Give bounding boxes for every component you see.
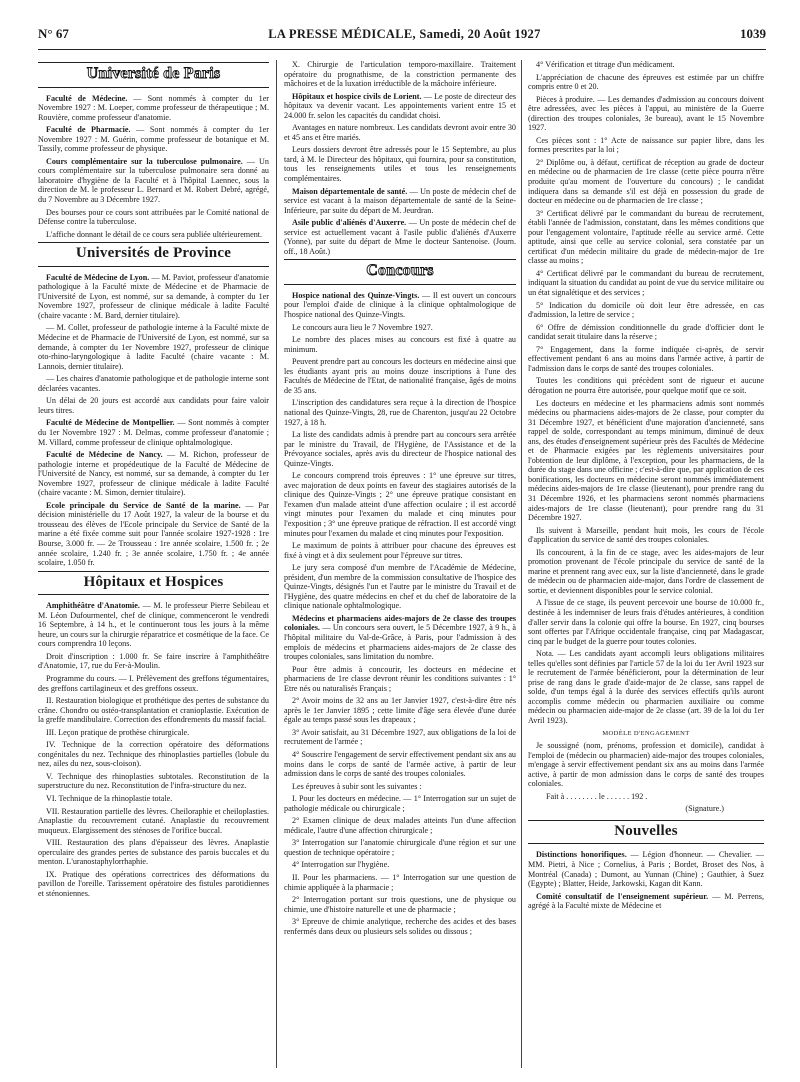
paragraph: Faculté de Médecine de Montpellier. — Sont nommés à compter du 1er Novembre 1927 : M. Delmas, comme professeur d'anatomie ; M. Villard, comme professeur de clinique ophtalmologique. — [38, 418, 269, 447]
paragraph: — M. Collet, professeur de pathologie interne à la Faculté mixte de Médecine et de Pharmacie de l'Université de Lyon, est nommé, sur sa demande, à compter du 1er Novembre 1927, professeur de clinique oto-rhino-laryngologique à ladite Faculté (chaire vacante : M. Lannois, dernier titulaire). — [38, 323, 269, 371]
paragraph: X. Chirurgie de l'articulation temporo-maxillaire. Traitement opératoire du prognathisme, de la constriction permanente des mâchoires et de la luxation irréductible de la mâchoire inférieure. — [284, 60, 516, 89]
paragraph: Ces pièces sont : 1° Acte de naissance sur papier libre, dans les formes prescrites par la loi ; — [528, 135, 764, 155]
paragraph: Leurs dossiers devront être adressés pour le 15 Septembre, au plus tard, à M. le Directeur des hôpitaux, qui fournira, pour sa constitution, tous les renseignements utiles et tous les renseignements complémentaires. — [284, 145, 516, 184]
paragraph: 5° Indication du domicile où doit leur être adressée, en cas d'admission, la lettre de service ; — [528, 300, 764, 320]
paragraph: 3° Certificat délivré par le commandant du bureau de recrutement, établi l'année de l'admission, constatant, dans les mêmes conditions que pour l'engagement volontaire, l'aptitude réelle au service armé. Cette aptitude, ainsi que celle au service colonial, sera constatée par un certificat d'un médecin militaire du grade de médecin-major de 1re classe au moins ; — [528, 208, 764, 266]
paragraph: III. Leçon pratique de prothèse chirurgicale. — [46, 727, 190, 737]
paragraph: Programme du cours. — I. Prélèvement des greffons tégumentaires, des greffons cartilagineux et des greffons osseux. — [38, 673, 269, 693]
paragraph: Je soussigné (nom, prénoms, profession et domicile), candidat à l'emploi de (médecin ou pharmacien) aide-major des troupes coloniales, m'engage à servir effectivement pendant six ans au moins dans l'armée active, à partir de mon admission dans le corps de santé des troupes coloniales. — [528, 741, 764, 789]
paragraph: Médecins et pharmaciens aides-majors de 2e classe des troupes coloniales. — Un concours sera ouvert, le 5 Décembre 1927, à 9 h., à l'hôpital militaire du Val-de-Grâce, à Paris, pour l'admission à des emplois de médecins et pharmaciens aides-majors de 2e classe des troupes coloniales, sans limitation du nombre. — [284, 613, 516, 662]
paragraph: L'affiche donnant le détail de ce cours sera publiée ultérieurement. — [46, 229, 263, 239]
paragraph: Maison départementale de santé. — Un poste de médecin chef de service est vacant à la maison départementale de santé de la Seine-Inférieure, par suite du départ de M. Jeurdran. — [284, 186, 516, 215]
paragraph: IX. Pratique des opérations correctrices des déformations du pavillon de l'oreille. Tarissement opératoire des fistules parotidiennes et sténoniennes. — [38, 869, 269, 898]
paragraph: 2° Examen clinique de deux malades atteints l'un d'une affection médicale, l'autre d'une affection chirurgicale ; — [284, 816, 516, 835]
paragraph: Nota. — Les candidats ayant accompli leurs obligations militaires telles qu'elles sont définies par l'article 57 de la loi du 1er Avril 1923 sur le recrutement de l'armée bénéficieront, pour la détermination de leur prise de rang dans le grade d'aide-major de 2e classe, sans rappel de solde, d'un temps égal à la durée des services effectifs qu'ils auront accomplis comme médecin ou pharmacien auxiliaire ou comme médecin ou pharmacien aide-major de 2e classe (art. 39 de la loi du 1er Avril 1923). — [528, 649, 764, 725]
paragraph: 2° Diplôme ou, à défaut, certificat de réception au grade de docteur en médecine ou de pharmacien de 1re classe (cette pièce pourra n'être produite qu'au moment de l'ouverture du concours) ; le candidat indiquera dans sa demande s'il est déjà en possession du grade de docteur en médecine ou de pharmacien de 1re classe ; — [528, 157, 764, 206]
section-header — [284, 259, 516, 285]
paragraph: V. Technique des rhinoplasties subtotales. Reconstitution de la superstructure du nez. Reconstitution de l'infra-structure du nez. — [38, 771, 269, 791]
column-rule — [276, 60, 277, 1068]
paragraph: II. Restauration biologique et prothétique des pertes de substance du crâne. Chondro ou ostéo-transplantation et cranioplastie. Exécution de la greffe mandibulaire. Correction des effondrements du massif facial. — [38, 696, 269, 725]
paragraph: La liste des candidats admis à prendre part au concours sera arrêtée par le ministre du Travail, de l'Hygiène, de l'Assistance et de la Prévoyance sociales, après avis du directeur de l'hospice national des Quinze-Vingts. — [284, 430, 516, 468]
paragraph: Distinctions honorifiques. — Légion d'honneur. — Chevalier. — MM. Pietri, à Nice ; Cornelius, à Paris ; Bordet, Broset des Nos, à Montréal (Canada) ; Dumont, au Yunnan (Chine) ; Gauthier, à Suez (Egypte) ; Blatter, Heide, Jarkowski, Kagan dit Kann. — [528, 850, 764, 889]
paragraph: 3° Avoir satisfait, au 31 Décembre 1927, aux obligations de la loi de recrutement de l'armée ; — [284, 727, 516, 747]
paragraph: VIII. Restauration des plans d'épaisseur des lèvres. Anaplastie operculaire des grandes pertes de substance des parois buccales et du menton. L'uranostaphylorrhaphie. — [38, 838, 269, 867]
paragraph: Ils concourent, à la fin de ce stage, avec les aides-majors de leur promotion provenant de l'école principale du service de santé de la marine et prennent rang avec eux, sur la liste d'ancienneté, dans le grade de médecin ou de pharmacien aide-major, dans l'ordre de classement de sortie, et deviennent disponibles pour le service colonial. — [528, 547, 764, 595]
paragraph: IV. Technique de la correction opératoire des déformations congénitales du nez. Technique des rhinoplasties partielles (lobule du nez, ailes du nez, sous-cloison). — [38, 740, 269, 769]
paragraph: Avantages en nature nombreux. Les candidats devront avoir entre 30 et 45 ans et être mariés. — [284, 123, 516, 142]
paragraph: Le maximum de points à attribuer pour chacune des épreuves est fixé à vingt et à dix seulement pour l'épreuve sur titres. — [284, 541, 516, 560]
paragraph: 6° Offre de démission conditionnelle du grade d'officier dont le candidat serait titulaire dans la réserve ; — [528, 322, 764, 342]
page-number: 1039 — [740, 26, 766, 41]
paragraph: Cours complémentaire sur la tuberculose pulmonaire. — Un cours complémentaire sur la tuberculose pulmonaire sera donné au laboratoire d'hygiène de la Faculté et à l'hôpital Laennec, sous la direction de M. le professeur L. Bernard et M. Robert Debré, agrégé, du 7 Novembre au 3 Décembre 1927. — [38, 156, 269, 205]
paragraph: Les épreuves à subir sont les suivantes : — [292, 781, 422, 791]
date-line: Fait à . . . . . . . . le . . . . . . 192 . — [546, 791, 648, 801]
paragraph: A l'issue de ce stage, ils peuvent percevoir une bourse de 10.000 fr., destinée à les indemniser de leurs frais d'études antérieures, à condition d'aller servir dans la colonie qui offre la bourse. En 1927, cinq bourses sont offertes par l'Afrique occidentale française, cinq par Madagascar, cinq par le budget de la guerre pour toutes colonies. — [528, 598, 764, 646]
journal-title: LA PRESSE MÉDICALE, Samedi, 20 Août 1927 — [268, 27, 541, 41]
column-2 — [284, 60, 516, 1078]
paragraph: Le jury sera composé d'un membre de l'Académie de Médecine, président, d'un membre de la commission consultative de l'hospice des Quinze-Vingts, désignés l'un et l'autre par le ministre du Travail et de l'Hygiène, des quatre médecins en chef et du chef de laboratoire de la clinique nationale ophtalmologique. — [284, 563, 516, 611]
model-heading: MODÈLE D'ENGAGEMENT — [602, 729, 690, 737]
paragraph: Hospice national des Quinze-Vingts. — Il est ouvert un concours pour l'emploi d'aide de clinique à la clinique ophtalmologique de l'hospice national des Quinze-Vingts. — [284, 290, 516, 320]
paragraph: 4° Certificat délivré par le commandant du bureau de recrutement, indiquant la situation du candidat au point de vue du service militaire ou un état signalétique et des services ; — [528, 268, 764, 298]
section-title: Concours — [366, 262, 434, 280]
paragraph: 4° Souscrire l'engagement de servir effectivement pendant six ans au moins dans le corps de santé de l'armée active, à partir de leur admission dans le corps de santé des troupes coloniales. — [284, 750, 516, 779]
section-header — [38, 62, 269, 88]
paragraph: 2° Avoir moins de 32 ans au 1er Janvier 1927, c'est-à-dire être nés après le 1er Janvier 1895 ; cette limite d'âge sera élevée d'une durée égale au temps passé sous les drapeaux ; — [284, 696, 516, 725]
paragraph: Le concours aura lieu le 7 Novembre 1927. — [292, 322, 433, 332]
section-title: Nouvelles — [614, 822, 678, 839]
paragraph: 7° Engagement, dans la forme indiquée ci-après, de servir effectivement pendant 6 ans au moins dans l'armée active, à partir de l'admission dans le corps de santé des troupes coloniales. — [528, 344, 764, 373]
section-title: Universités de Province — [75, 245, 232, 262]
paragraph: Ils suivent à Marseille, pendant huit mois, les cours de l'école d'application du service de santé des troupes coloniales. — [528, 525, 764, 545]
section-header — [38, 242, 269, 267]
paragraph: 3° Epreuve de chimie analytique, recherche des acides et des bases renfermés dans deux ou plusieurs sels solides ou dissous ; — [284, 917, 516, 936]
section-title: Université de Paris — [86, 65, 221, 82]
paragraph: Faculté de Pharmacie. — Sont nommés à compter du 1er Novembre 1927 : M. Guérin, comme professeur de botanique et M. Tassily, comme professeur de physique. — [38, 125, 269, 154]
paragraph: Asile public d'aliénés d'Auxerre. — Un poste de médecin chef de service est actuellement vacant à l'asile public d'aliénés d'Auxerre (Yonne), par suite du départ de Mme le docteur Santenoise. (Journ. off., 18 Août.) — [284, 218, 516, 256]
paragraph: Faculté de Médecine de Nancy. — M. Richon, professeur de pathologie interne et propédeutique de la Faculté de Médecine de l'Université de Nancy, est nommé, sur sa demande, à compter du 1er Novembre 1927, professeur de clinique médicale à ladite Faculté (chaire vacante : M. Simon, dernier titulaire). — [38, 450, 269, 498]
paragraph: L'appréciation de chacune des épreuves est estimée par un chiffre compris entre 0 et 20. — [528, 72, 764, 92]
paragraph: Droit d'inscription : 1.000 fr. Se faire inscrire à l'amphithéâtre d'Anatomie, 17, rue du Fer-à-Moulin. — [38, 651, 269, 671]
column-rule — [521, 60, 522, 1068]
paragraph: Ecole principale du Service de Santé de la marine. — Par décision ministérielle du 17 Août 1927, la valeur de la bourse et du trousseau des élèves de l'Ecole principale du Service de Santé de la marine a été fixée comme suit pour l'année scolaire 1927-1928 : 1re Bourse, 3.000 fr. — 2e Trousseau : 1re année scolaire, 1.500 fr. ; 2e année scolaire, 1.240 fr. ; 3e année scolaire, 1.750 fr. ; 4e année scolaire, 1.050 fr. — [38, 500, 269, 568]
paragraph: Faculté de Médecine de Lyon. — M. Paviot, professeur d'anatomie pathologique à la Faculté mixte de Médecine et de Pharmacie de l'Université de Lyon, est nommé, sur sa demande, à compter du 1er Novembre 1927, professeur de clinique médicale à ladite Faculté (chaire vacante : M. Bard, dernier titulaire). — [38, 272, 269, 320]
paragraph: — Les chaires d'anatomie pathologique et de pathologie interne sont déclarées vacantes. — [38, 374, 269, 393]
paragraph: Comité consultatif de l'enseignement supérieur. — M. Perrens, agrégé à la Faculté mixte de Médecine et — [528, 891, 764, 911]
paragraph: Le nombre des places mises au concours est fixé à quatre au minimum. — [284, 335, 516, 354]
column-3 — [528, 60, 764, 1078]
section-header — [38, 571, 269, 596]
paragraph: Faculté de Médecine. — Sont nommés à compter du 1er Novembre 1927 : M. Loeper, comme professeur de thérapeutique ; M. Rouvière, comme professeur d'anatomie. — [38, 93, 269, 122]
paragraph: Peuvent prendre part au concours les docteurs en médecine ainsi que les étudiants ayant pris au moins douze inscriptions à l'une des Facultés de Médecine de l'Etat, de nationalité française, âgés de moins de 35 ans. — [284, 357, 516, 395]
signature-line: (Signature.) — [685, 804, 724, 814]
section-title: Hôpitaux et Hospices — [83, 573, 224, 590]
paragraph: Amphithéâtre d'Anatomie. — M. le professeur Pierre Sebileau et M. Léon Dufourmentel, chef de clinique, commenceront le vendredi 16 Septembre, à 14 h., et le continueront tous les jours à la même heure, un cours sur la chirurgie réparatrice et cosmétique de la face. Ce cours comprendra 10 leçons. — [38, 601, 269, 649]
paragraph: VI. Technique de la rhinoplastie totale. — [46, 794, 173, 803]
page-header — [38, 26, 766, 50]
section-header — [528, 820, 764, 845]
paragraph: Les docteurs en médecine et les pharmaciens admis sont nommés médecins ou pharmaciens aides-majors de 2e classe, pour compter du 31 Décembre 1927, et bénéficient d'une majoration d'ancienneté, sans rappel de solde, correspondant au temps minimum, diminué de deux ans, des études d'enseignement supérieur près des Facultés de Médecine et de Pharmacie exigées par les règlements universitaires pour l'obtention de leur diplôme, à l'exception, pour les pharmaciens, de la durée du stage dans une officine ; c'est-à-dire que, par application de ces bonifications, les docteurs en médecine seront nommés immédiatement médecins aides-majors de 1re classe (lieutenant), pour prendre rang du 31 Décembre 1926, et les pharmaciens seront nommés pharmaciens aides-majors de 1re classe (lieutenant), pour prendre rang du 31 Décembre 1927. — [528, 398, 764, 523]
paragraph: II. Pour les pharmaciens. — 1° Interrogation sur une question de chimie appliquée à la pharmacie ; — [284, 873, 516, 892]
paragraph: 4° Vérification et titrage d'un médicament. — [536, 60, 675, 69]
paragraph: 4° Interrogation sur l'hygiène. — [292, 860, 390, 870]
paragraph: Hôpitaux et hospice civils de Lorient. — Le poste de directeur des hôpitaux va devenir vacant. Les appointements varient entre 15 et 24.000 fr. selon les capacités du candidat choisi. — [284, 91, 516, 120]
column-1 — [38, 60, 269, 1078]
paragraph: L'inscription des candidatures sera reçue à la direction de l'hospice national des Quinze-Vingts, 28, rue de Charenton, jusqu'au 22 Octobre 1927, à 18 h. — [284, 398, 516, 427]
paragraph: Toutes les conditions qui précèdent sont de rigueur et aucune dérogation ne pourra être autorisée, pour quelque motif que ce soit. — [528, 376, 764, 395]
paragraph: Pour être admis à concourir, les docteurs en médecine et pharmaciens de 1re classe devront réunir les conditions suivantes : 1° Etre nés ou naturalisés Français ; — [284, 664, 516, 693]
issue-number: N° 67 — [38, 26, 69, 41]
paragraph: Un délai de 20 jours est accordé aux candidats pour faire valoir leurs titres. — [38, 396, 269, 415]
paragraph: I. Pour les docteurs en médecine. — 1° Interrogation sur un sujet de pathologie médicale ou chirurgicale ; — [284, 794, 516, 813]
paragraph: Des bourses pour ce cours sont attribuées par le Comité national de Défense contre la tuberculose. — [38, 207, 269, 227]
paragraph: Le concours comprend trois épreuves : 1° une épreuve sur titres, avec majoration de deux points en faveur des stagiaires autorisés de la clinique des Quinze-Vingts ; 2° une épreuve pratique consistant en l'examen d'un malade atteint d'une affection oculaire ; il est accordé vingt minutes pour l'examen du malade et cinq minutes pour l'exposition ; 3° une épreuve pratique de réfraction. Il est accordé vingt minutes pour l'examen du malade et cinq minutes pour l'exposition. — [284, 471, 516, 538]
paragraph: 3° Interrogation sur l'anatomie chirurgicale d'une région et sur une question de technique opératoire ; — [284, 838, 516, 857]
paragraph: VII. Restauration partielle des lèvres. Cheiloraphie et cheiloplasties. Anaplastie du recouvrement cutané. Anaplastie du recouvrement muqueux. Elargissement des sténoses de l'orifice buccal. — [38, 806, 269, 835]
paragraph: 2° Interrogation portant sur trois questions, une de physique ou chimie, une d'histoire naturelle et une de pharmacie ; — [284, 895, 516, 914]
paragraph: Pièces à produire. — Les demandes d'admission au concours doivent être adressées, avec les pièces à l'appui, au ministère de la Guerre (direction des troupes coloniales, 3e bureau), avant le 15 Novembre 1927. — [528, 94, 764, 133]
